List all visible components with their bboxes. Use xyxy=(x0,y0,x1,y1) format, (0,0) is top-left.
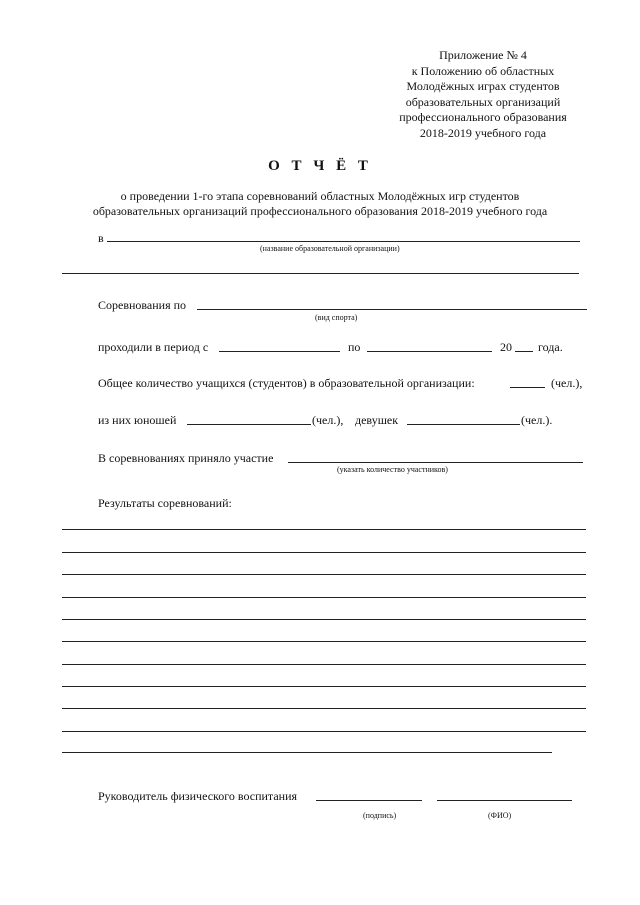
document-title: О Т Ч Ё Т xyxy=(268,158,372,174)
subtitle-line-2: образовательных организаций профессионального образования 2018-2019 учебного года xyxy=(92,204,548,218)
students-unit: (чел.), xyxy=(551,376,583,390)
period-end-field[interactable] xyxy=(367,351,492,352)
results-line[interactable] xyxy=(62,597,586,598)
participants-label: В соревнованиях приняло участие xyxy=(98,451,274,465)
results-line[interactable] xyxy=(62,686,586,687)
signature-label: Руководитель физического воспитания xyxy=(98,789,298,803)
results-line[interactable] xyxy=(62,552,586,553)
document-subtitle xyxy=(0,189,640,219)
appendix-header xyxy=(383,48,583,141)
appendix-line: образовательных организаций xyxy=(405,94,561,109)
results-line[interactable] xyxy=(62,529,586,530)
students-count-field[interactable] xyxy=(510,387,545,388)
appendix-line: Молодёжных играх студентов xyxy=(406,79,560,93)
participants-field[interactable] xyxy=(288,462,583,463)
boys-label: из них юношей xyxy=(98,413,177,427)
boys-count-field[interactable] xyxy=(187,424,311,425)
period-year-suffix: года. xyxy=(538,340,563,354)
results-line[interactable] xyxy=(62,574,586,575)
results-line[interactable] xyxy=(62,619,586,620)
signature-caption: (подпись) xyxy=(363,811,397,820)
participants-caption: (указать количество участников) xyxy=(337,465,448,474)
signature-field[interactable] xyxy=(316,800,422,801)
period-to-label: по xyxy=(348,340,361,354)
org-name-field[interactable] xyxy=(107,241,580,242)
girls-label: девушек xyxy=(355,413,399,427)
girls-count-field[interactable] xyxy=(407,424,520,425)
appendix-line: Приложение № 4 xyxy=(439,48,527,62)
appendix-line: 2018-2019 учебного года xyxy=(419,125,547,140)
appendix-line: к Положению об областных xyxy=(411,63,555,78)
name-field[interactable] xyxy=(437,800,572,801)
results-line[interactable] xyxy=(62,664,586,665)
name-caption: (ФИО) xyxy=(488,811,512,820)
results-line[interactable] xyxy=(62,708,586,709)
sport-field[interactable] xyxy=(197,309,587,310)
students-label: Общее количество учащихся (студентов) в образовательной организации: xyxy=(98,376,475,390)
period-start-field[interactable] xyxy=(219,351,340,352)
period-year-prefix: 20 xyxy=(500,340,512,354)
sport-label: Соревнования по xyxy=(98,298,187,312)
period-label: проходили в период с xyxy=(98,340,209,354)
results-label: Результаты соревнований: xyxy=(98,496,232,510)
results-line[interactable] xyxy=(62,641,586,642)
org-prefix: в xyxy=(98,231,104,245)
results-line[interactable] xyxy=(62,752,552,753)
subtitle-line-1: о проведении 1-го этапа соревнований областных Молодёжных игр студентов xyxy=(120,189,520,203)
org-caption: (название образовательной организации) xyxy=(260,244,400,253)
boys-unit: (чел.), xyxy=(312,413,344,427)
period-year-field[interactable] xyxy=(515,351,533,352)
results-line[interactable] xyxy=(62,731,586,732)
appendix-line: профессионального образования xyxy=(399,110,567,124)
org-name-field-continued[interactable] xyxy=(62,273,579,274)
sport-caption: (вид спорта) xyxy=(315,313,358,322)
girls-unit: (чел.). xyxy=(521,413,553,427)
